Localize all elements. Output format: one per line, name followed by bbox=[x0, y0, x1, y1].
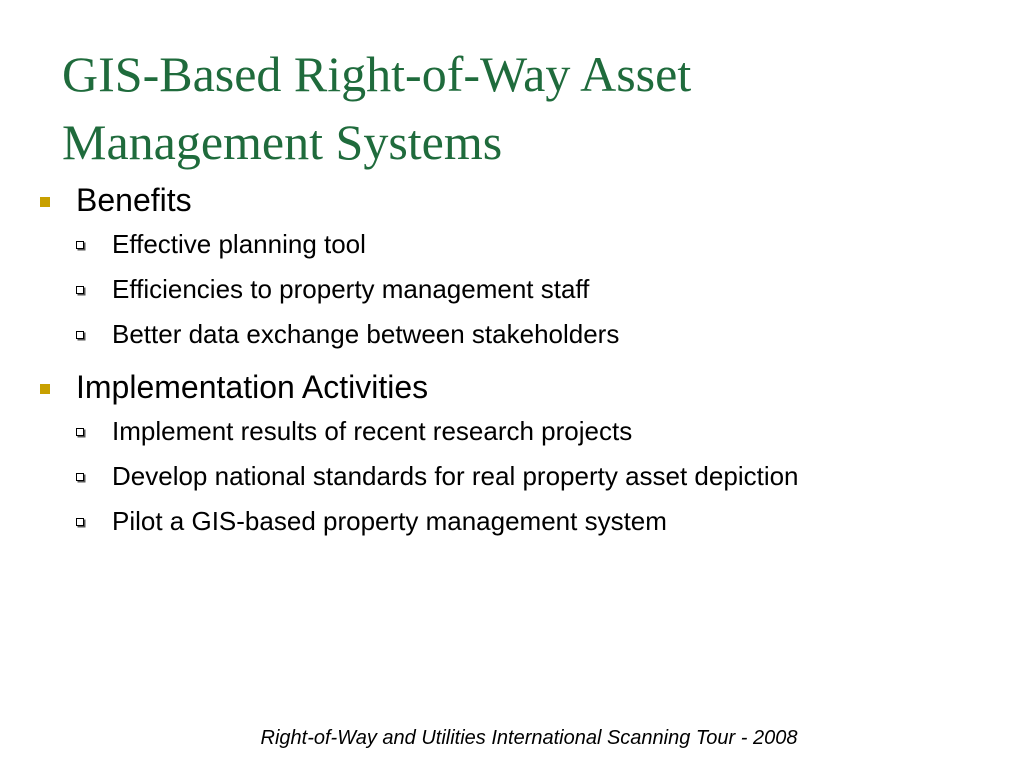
list-item-text: Pilot a GIS-based property management system bbox=[112, 506, 667, 536]
slide-title bbox=[62, 40, 691, 176]
list-item bbox=[76, 411, 1024, 456]
section-heading: Benefits bbox=[76, 182, 192, 218]
slide-footer: Right-of-Way and Utilities International Scanning Tour - 2008 bbox=[260, 727, 798, 749]
list-item bbox=[76, 269, 1024, 314]
section-gap bbox=[0, 359, 1024, 367]
list-item-text: Efficiencies to property management staff bbox=[112, 274, 590, 304]
list-item bbox=[76, 224, 1024, 269]
hollow-square-bullet-icon bbox=[76, 331, 84, 339]
list-item bbox=[76, 456, 1024, 501]
hollow-square-bullet-icon bbox=[76, 473, 84, 481]
hollow-square-bullet-icon bbox=[76, 286, 84, 294]
slide-title-line-1: GIS-Based Right-of-Way Asset bbox=[62, 46, 692, 102]
section-benefits bbox=[36, 180, 1024, 224]
slide-title-line-2: Management Systems bbox=[62, 114, 503, 170]
hollow-square-bullet-icon bbox=[76, 518, 84, 526]
section-implementation bbox=[36, 367, 1024, 411]
square-bullet-icon bbox=[40, 384, 50, 394]
bullet-list bbox=[0, 180, 1024, 546]
hollow-square-bullet-icon bbox=[76, 428, 84, 436]
list-item-text: Better data exchange between stakeholders bbox=[112, 319, 620, 349]
list-item-text: Develop national standards for real property asset depiction bbox=[112, 461, 799, 491]
square-bullet-icon bbox=[40, 197, 50, 207]
section-heading: Implementation Activities bbox=[76, 369, 429, 405]
list-item-text: Effective planning tool bbox=[112, 229, 366, 259]
list-item bbox=[76, 501, 1024, 546]
hollow-square-bullet-icon bbox=[76, 241, 84, 249]
list-item-text: Implement results of recent research projects bbox=[112, 416, 633, 446]
list-item bbox=[76, 314, 1024, 359]
